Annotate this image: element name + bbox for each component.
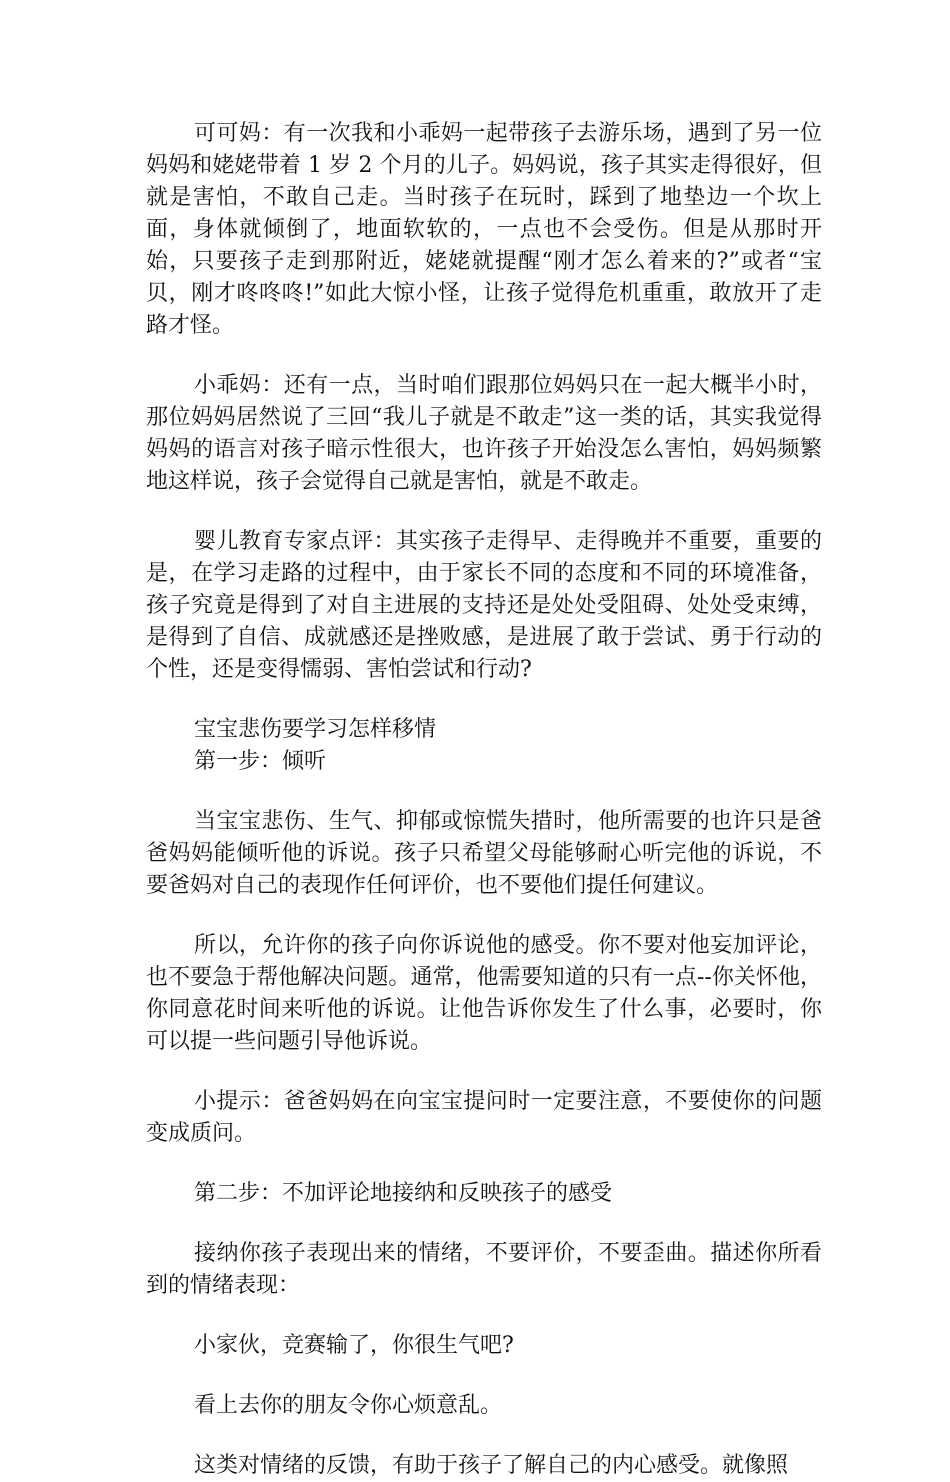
document-body (146, 118, 822, 1482)
paragraph-keke-mom: 可可妈：有一次我和小乖妈一起带孩子去游乐场，遇到了另一位妈妈和姥姥带着 1 岁 2 个月的儿子。妈妈说，孩子其实走得很好，但就是害怕，不敢自己走。当时孩子在玩时，踩到了地垫边一个坎上面，身体就倾倒了，地面软软的，一点也不会受伤。但是从那时开始，只要孩子走到那附近，姥姥就提醒“刚才怎么着来的?”或者“宝贝，刚才咚咚咚!”如此大惊小怪，让孩子觉得危机重重，敢放开了走路才怪。 (146, 121, 822, 338)
paragraph-xiaoguai-mom: 小乖妈：还有一点，当时咱们跟那位妈妈只在一起大概半小时，那位妈妈居然说了三回“我儿子就是不敢走”这一类的话，其实我觉得妈妈的语言对孩子暗示性很大，也许孩子开始没怎么害怕，妈妈频繁地这样说，孩子会觉得自己就是害怕，就是不敢走。 (146, 373, 822, 494)
paragraph-allow: 所以，允许你的孩子向你诉说他的感受。你不要对他妄加评论，也不要急于帮他解决问题。通常，他需要知道的只有一点--你关怀他，你同意花时间来听他的诉说。让他告诉你发生了什么事，必要时，你可以提一些问题引导他诉说。 (146, 933, 822, 1054)
step-one-heading: 第一步：倾听 (194, 749, 327, 774)
paragraph-accept: 接纳你孩子表现出来的情绪，不要评价，不要歪曲。描述你所看到的情绪表现： (146, 1241, 822, 1298)
section-title: 宝宝悲伤要学习怎样移情 (194, 717, 437, 742)
step-two-heading: 第二步：不加评论地接纳和反映孩子的感受 (194, 1181, 613, 1206)
paragraph-listen: 当宝宝悲伤、生气、抑郁或惊慌失措时，他所需要的也许只是爸爸妈妈能倾听他的诉说。孩子只希望父母能够耐心听完他的诉说，不要爸妈对自己的表现作任何评价，也不要他们提任何建议。 (146, 809, 822, 898)
paragraph-tip: 小提示：爸爸妈妈在向宝宝提问时一定要注意，不要使你的问题变成质问。 (146, 1089, 822, 1146)
paragraph-feedback: 这类对情绪的反馈，有助于孩子了解自己的内心感受。就像照 (194, 1453, 789, 1478)
example-line-2: 看上去你的朋友令你心烦意乱。 (194, 1393, 503, 1418)
example-line-1: 小家伙，竞赛输了，你很生气吧? (194, 1333, 514, 1358)
paragraph-expert-comment: 婴儿教育专家点评：其实孩子走得早、走得晚并不重要，重要的是，在学习走路的过程中，由于家长不同的态度和不同的环境准备，孩子究竟是得到了对自主进展的支持还是处处受阻碍、处处受束缚，是得到了自信、成就感还是挫败感，是进展了敢于尝试、勇于行动的个性，还是变得懦弱、害怕尝试和行动? (146, 529, 822, 682)
